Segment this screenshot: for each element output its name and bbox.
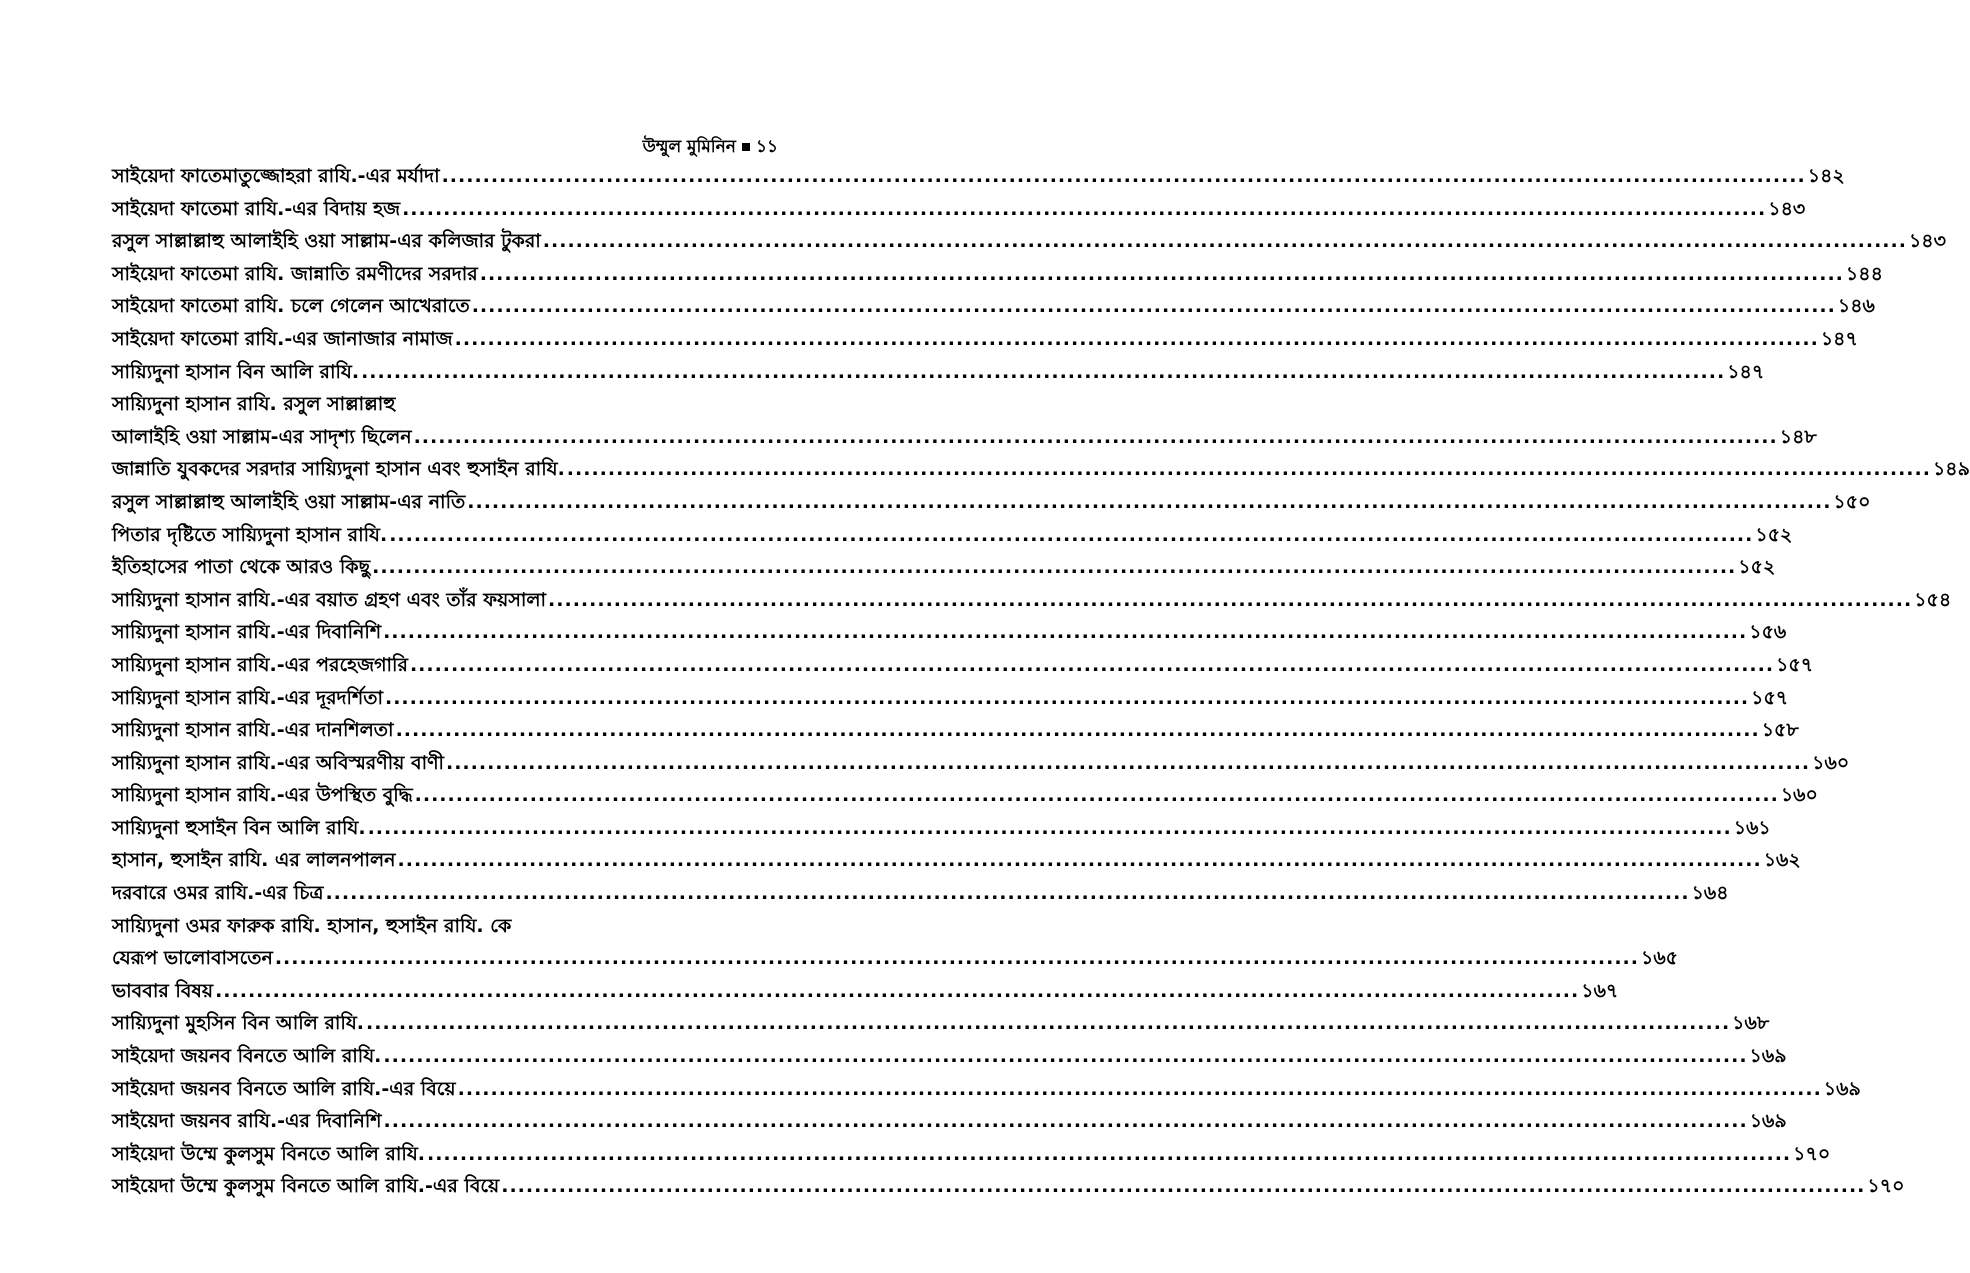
entry-page-number: ১৪৩ <box>1768 197 1806 220</box>
toc-line <box>112 453 1970 486</box>
dot-leader <box>372 551 1736 584</box>
toc-line <box>112 1040 1787 1073</box>
dot-leader <box>275 942 1639 975</box>
entry-page-number: ১৭০ <box>1793 1142 1831 1165</box>
entry-title: সাইয়েদা জয়নব রাযি.-এর দিবানিশি <box>112 1110 382 1133</box>
toc-entry <box>112 844 1801 877</box>
toc-entry <box>112 193 1806 226</box>
entry-title: ইতিহাসের পাতা থেকে আরও কিছু <box>112 556 371 579</box>
dot-leader <box>415 779 1779 812</box>
entry-title: দরবারে ওমর রাযি.-এর চিত্র <box>112 882 324 905</box>
entry-page-number: ১৭০ <box>1867 1175 1905 1198</box>
dot-leader <box>548 584 1912 617</box>
toc-entry <box>112 1105 1787 1138</box>
dot-leader <box>446 747 1810 780</box>
running-header <box>643 134 778 162</box>
toc-entry <box>112 486 1871 519</box>
entry-page-number: ১৪৭ <box>1727 360 1765 383</box>
entry-page-number: ১৪৮ <box>1779 425 1817 448</box>
dot-leader <box>427 1138 1791 1171</box>
dot-leader <box>383 1040 1747 1073</box>
toc-line <box>112 812 1771 845</box>
entry-page-number: ১৪৬ <box>1837 295 1875 318</box>
toc-entry <box>112 584 1952 617</box>
dot-leader <box>398 844 1762 877</box>
toc-entry <box>112 714 1799 747</box>
entry-title: সাইয়েদা ফাতেমা রাযি.-এর জানাজার নামাজ <box>112 327 453 350</box>
entry-page-number: ১৬৯ <box>1823 1077 1861 1100</box>
toc-entry <box>112 616 1787 649</box>
entry-title: সায়্যিদুনা মুহসিন বিন আলি রাযি. <box>112 1012 365 1035</box>
entry-title: সাইয়েদা ফাতেমা রাযি.-এর বিদায় হজ <box>112 197 401 220</box>
entry-title: সাইয়েদা ফাতেমা রাযি. জান্নাতি রমণীদের সরদার <box>112 262 478 285</box>
entry-title: সাইয়েদা ফাতেমা রাযি. চলে গেলেন আখেরাতে <box>112 295 470 318</box>
entry-title: সায়্যিদুনা হাসান বিন আলি রাযি. <box>112 360 360 383</box>
toc-line <box>112 1170 1905 1203</box>
toc-entry <box>112 975 1619 1008</box>
entry-title: সায়্যিদুনা ওমর ফারুক রাযি. হাসান, হুসাইন রাযি. কে <box>112 914 512 937</box>
toc-entry <box>112 225 1946 258</box>
dot-leader <box>361 356 1725 389</box>
dot-leader <box>472 290 1836 323</box>
entry-page-number: ১৪৪ <box>1845 262 1883 285</box>
entry-page-number: ১৬৮ <box>1732 1012 1770 1035</box>
dot-leader <box>501 1170 1865 1203</box>
toc-line <box>112 193 1806 226</box>
toc-line <box>112 714 1799 747</box>
entry-title: হাসান, হুসাইন রাযি. এর লালনপালন <box>112 849 396 872</box>
entry-title: সাইয়েদা ফাতেমাতুজ্জোহরা রাযি.-এর মর্যাদা <box>112 165 440 187</box>
dot-leader <box>384 1105 1748 1138</box>
entry-title: যেরূপ ভালোবাসতেন <box>112 947 273 970</box>
entry-page-number: ১৬২ <box>1763 849 1801 872</box>
entry-title: সায়্যিদুনা হুসাইন বিন আলি রাযি. <box>112 816 366 839</box>
toc-line <box>112 877 1729 910</box>
entry-title: সায়্যিদুনা হাসান রাযি.-এর উপস্থিত বুদ্ধি <box>112 784 413 807</box>
toc-line <box>112 1007 1770 1040</box>
toc-line <box>112 1105 1787 1138</box>
toc-line <box>112 519 1793 552</box>
toc-line <box>112 225 1946 258</box>
toc-line <box>112 551 1776 584</box>
entry-page-number: ১৫২ <box>1755 523 1793 546</box>
entry-title: সায়্যিদুনা হাসান রাযি.-এর দানশিলতা <box>112 719 394 742</box>
toc-entry <box>112 453 1970 486</box>
toc-line <box>112 160 1845 193</box>
toc-line <box>112 649 1814 682</box>
entry-page-number: ১৬৭ <box>1581 979 1619 1002</box>
toc-entry <box>112 551 1776 584</box>
table-of-contents <box>112 160 1970 1203</box>
toc-entry <box>112 649 1814 682</box>
entry-page-number: ১৫৪ <box>1914 588 1952 611</box>
entry-page-number: ১৬৯ <box>1749 1110 1787 1133</box>
toc-entry <box>112 1040 1787 1073</box>
entry-title: ভাববার বিষয় <box>112 979 214 1002</box>
entry-page-number: ১৫০ <box>1833 490 1871 513</box>
toc-line <box>112 616 1787 649</box>
entry-title: সায়্যিদুনা হাসান রাযি. রসুল সাল্লাল্লাহু <box>112 393 396 416</box>
entry-title: সায়্যিদুনা হাসান রাযি.-এর দিবানিশি <box>112 621 382 644</box>
toc-line <box>112 1138 1831 1171</box>
toc-line <box>112 290 1875 323</box>
entry-title: সাইয়েদা জয়নব বিনতে আলি রাযি. <box>112 1045 382 1068</box>
entry-page-number: ১৬৫ <box>1641 947 1679 970</box>
entry-page-number: ১৫২ <box>1738 556 1776 579</box>
entry-title: সাইয়েদা উম্মে কুলসুম বিনতে আলি রাযি. <box>112 1142 425 1165</box>
dot-leader <box>366 1007 1730 1040</box>
toc-line <box>112 388 738 421</box>
dot-leader <box>396 714 1760 747</box>
toc-entry <box>112 356 1765 389</box>
toc-line <box>112 1073 1861 1106</box>
toc-entry <box>112 1138 1831 1171</box>
entry-page-number: ১৬০ <box>1812 751 1850 774</box>
toc-entry <box>112 258 1883 291</box>
entry-page-number: ১৫৮ <box>1761 719 1799 742</box>
entry-title: সায়্যিদুনা হাসান রাযি.-এর অবিস্মরণীয় বাণী <box>112 751 444 774</box>
dot-leader <box>467 486 1831 519</box>
entry-title: রসুল সাল্লাল্লাহু আলাইহি ওয়া সাল্লাম-এর কলিজার টুকরা <box>112 230 541 253</box>
entry-title: আলাইহি ওয়া সাল্লাম-এর সাদৃশ্য ছিলেন <box>112 425 412 448</box>
entry-page-number: ১৪৭ <box>1820 327 1858 350</box>
toc-entry <box>112 877 1729 910</box>
entry-title: সায়্যিদুনা হাসান রাযি.-এর বয়াত গ্রহণ এবং তাঁর ফয়সালা <box>112 588 547 611</box>
entry-title: জান্নাতি যুবকদের সরদার সায়্যিদুনা হাসান এবং হুসাইন রাযি. <box>112 458 565 481</box>
dot-leader <box>414 421 1778 454</box>
toc-entry <box>112 682 1789 715</box>
dot-leader <box>410 649 1774 682</box>
toc-entry <box>112 779 1818 812</box>
dot-leader <box>543 225 1907 258</box>
toc-line <box>112 421 1817 454</box>
toc-line <box>112 779 1818 812</box>
toc-entry <box>112 747 1850 780</box>
toc-line <box>112 258 1883 291</box>
toc-entry <box>112 812 1771 845</box>
toc-line <box>112 844 1801 877</box>
entry-page-number: ১৬০ <box>1780 784 1818 807</box>
toc-line <box>112 356 1765 389</box>
dot-leader <box>325 877 1689 910</box>
dot-leader <box>385 682 1749 715</box>
toc-line <box>112 682 1789 715</box>
toc-entry <box>112 290 1875 323</box>
toc-entry <box>112 1073 1861 1106</box>
toc-line <box>112 584 1952 617</box>
toc-entry <box>112 1170 1905 1203</box>
entry-title: পিতার দৃষ্টিতে সায়্যিদুনা হাসান রাযি. <box>112 523 388 546</box>
toc-entry <box>112 323 1858 356</box>
toc-line <box>112 910 738 943</box>
entry-page-number: ১৪৯ <box>1932 458 1970 481</box>
dot-leader <box>455 323 1819 356</box>
entry-page-number: ১৪২ <box>1807 165 1845 187</box>
dot-leader <box>402 193 1766 226</box>
dot-leader <box>383 616 1747 649</box>
entry-page-number: ১৬১ <box>1733 816 1771 839</box>
entry-page-number: ১৫৬ <box>1749 621 1787 644</box>
toc-entry <box>112 1007 1770 1040</box>
toc-line <box>112 486 1871 519</box>
toc-line <box>112 747 1850 780</box>
square-bullet-icon <box>742 143 750 151</box>
page-number: ১১ <box>755 137 778 157</box>
book-title: উম্মুল মুমিনিন <box>642 137 736 157</box>
toc-entry <box>112 160 1845 193</box>
entry-page-number: ১৬৯ <box>1749 1045 1787 1068</box>
entry-title: সায়্যিদুনা হাসান রাযি.-এর পরহেজগারি <box>112 653 408 676</box>
dot-leader <box>442 160 1806 193</box>
entry-page-number: ১৫৭ <box>1776 653 1814 676</box>
dot-leader <box>567 453 1931 486</box>
entry-title: সাইয়েদা উম্মে কুলসুম বিনতে আলি রাযি.-এর বিয়ে <box>112 1175 500 1198</box>
entry-title: সাইয়েদা জয়নব বিনতে আলি রাযি.-এর বিয়ে <box>112 1077 456 1100</box>
toc-line <box>112 942 1679 975</box>
entry-page-number: ১৪৩ <box>1908 230 1946 253</box>
dot-leader <box>215 975 1579 1008</box>
toc-entry <box>112 519 1793 552</box>
entry-title: সায়্যিদুনা হাসান রাযি.-এর দূরদর্শিতা <box>112 686 383 709</box>
toc-entry <box>112 910 1679 975</box>
toc-entry <box>112 388 1817 453</box>
dot-leader <box>480 258 1844 291</box>
dot-leader <box>368 812 1732 845</box>
entry-page-number: ১৬৪ <box>1691 882 1729 905</box>
entry-title: রসুল সাল্লাল্লাহু আলাইহি ওয়া সাল্লাম-এর নাতি <box>112 490 466 513</box>
toc-line <box>112 975 1619 1008</box>
dot-leader <box>458 1073 1822 1106</box>
toc-line <box>112 323 1858 356</box>
entry-page-number: ১৫৭ <box>1751 686 1789 709</box>
dot-leader <box>389 519 1753 552</box>
